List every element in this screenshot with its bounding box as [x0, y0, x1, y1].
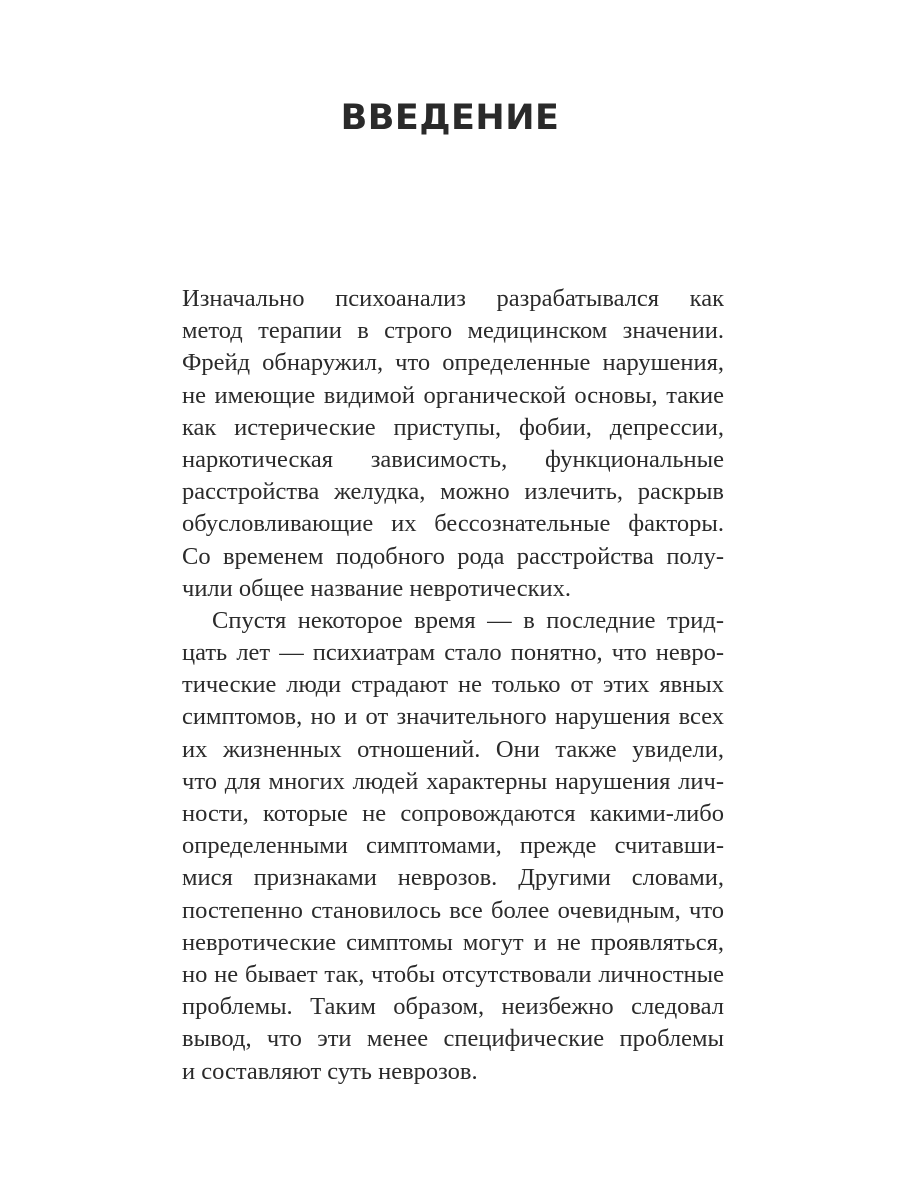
- text-line: Со временем подобного рода расстройства полу-: [182, 542, 724, 570]
- text-line: ности, которые не сопровождаются какими-либо: [182, 800, 724, 827]
- body-text: [182, 283, 724, 1088]
- text-line: метод терапии в строго медицинском значении.: [182, 317, 724, 345]
- text-line: Изначально психоанализ разрабатывался как: [182, 285, 724, 312]
- text-line: проблемы. Таким образом, неизбежно следовал: [182, 993, 724, 1021]
- text-line: обусловливающие их бессознательные факторы.: [182, 510, 724, 538]
- chapter-title: ВВЕДЕНИЕ: [340, 98, 560, 138]
- text-line: невротические симптомы могут и не проявляться,: [182, 928, 724, 956]
- text-line: постепенно становилось все более очевидным, что: [182, 896, 724, 924]
- text-line: чили общее название невротических.: [182, 574, 571, 602]
- paragraph-1: [182, 283, 724, 605]
- text-line: симптомов, но и от значительного нарушения всех: [182, 703, 724, 731]
- text-line: их жизненных отношений. Они также увидели,: [182, 735, 724, 763]
- text-line: не имеющие видимой органической основы, такие: [182, 381, 724, 409]
- text-line: наркотическая зависимость, функциональные: [182, 445, 724, 473]
- text-line: тические люди страдают не только от этих явных: [182, 671, 724, 699]
- text-line: расстройства желудка, можно излечить, раскрыв: [182, 478, 724, 506]
- text-line: как истерические приступы, фобии, депрессии,: [182, 413, 724, 441]
- paragraph-2: [182, 605, 724, 1088]
- text-line: определенными симптомами, прежде считавши-: [182, 832, 724, 860]
- text-line: мися признаками неврозов. Другими словами,: [182, 864, 724, 892]
- text-line: Фрейд обнаружил, что определенные нарушения,: [182, 349, 724, 377]
- text-line: вывод, что эти менее специфические проблемы: [182, 1025, 724, 1053]
- text-line: что для многих людей характерны нарушения лич-: [182, 767, 724, 795]
- text-line: цать лет — психиатрам стало понятно, что невро-: [182, 639, 724, 667]
- text-line: но не бывает так, чтобы отсутствовали личностные: [182, 960, 724, 988]
- text-line: Спустя некоторое время — в последние трид-: [212, 606, 724, 634]
- text-line: и составляют суть неврозов.: [182, 1057, 478, 1085]
